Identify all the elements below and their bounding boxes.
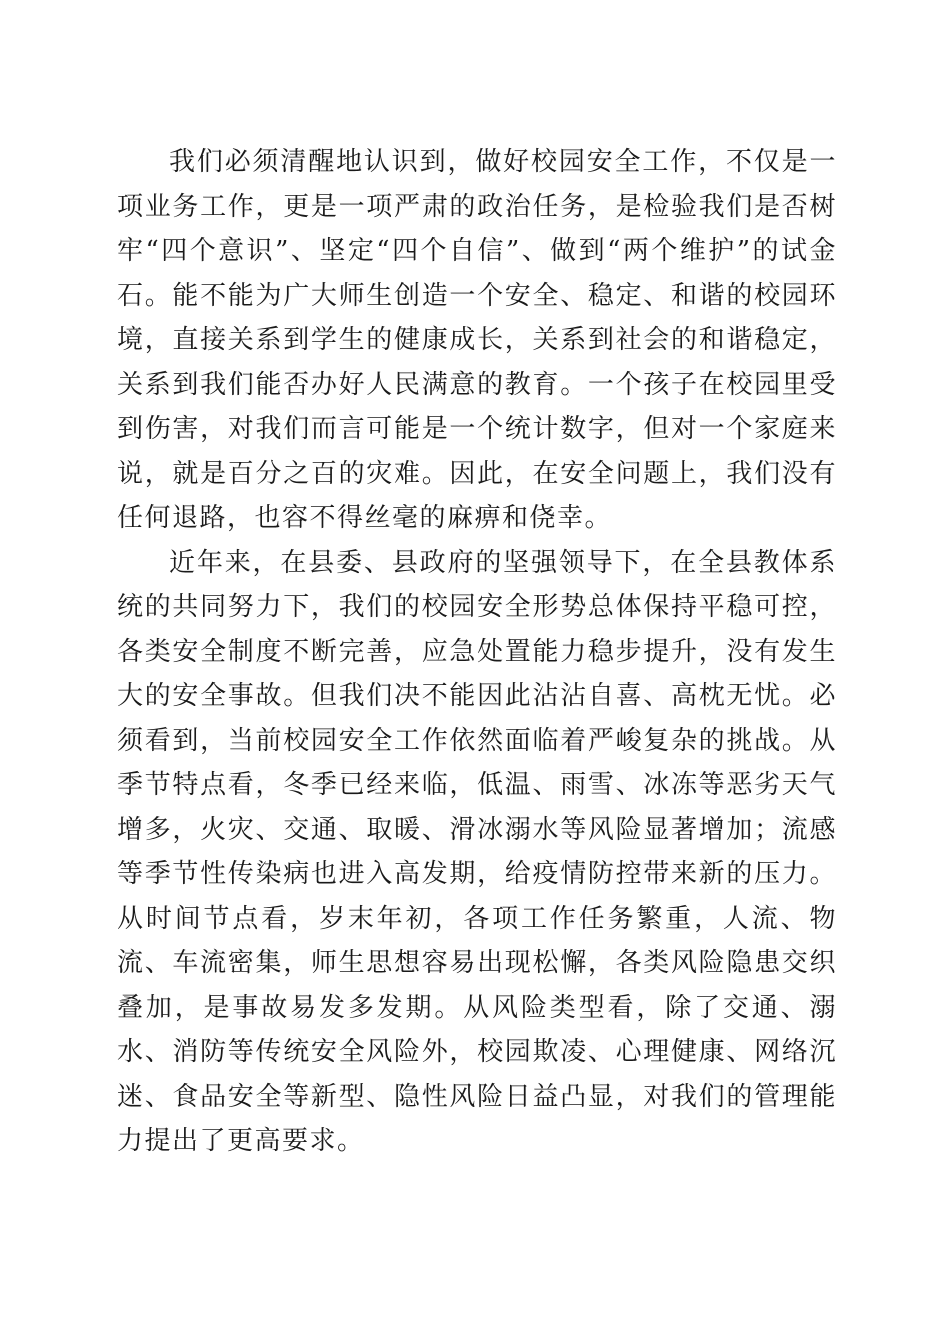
- paragraph-2: 近年来，在县委、县政府的坚强领导下，在全县教体系统的共同努力下，我们的校园安全形势总体保持平稳可控，各类安全制度不断完善，应急处置能力稳步提升，没有发生大的安全事故。但我们决不能因此沾沾自喜、高枕无忧。必须看到，当前校园安全工作依然面临着严峻复杂的挑战。从季节特点看，冬季已经来临，低温、雨雪、冰冻等恶劣天气增多，火灾、交通、取暖、滑冰溺水等风险显著增加；流感等季节性传染病也进入高发期，给疫情防控带来新的压力。从时间节点看，岁末年初，各项工作任务繁重，人流、物流、车流密集，师生思想容易出现松懈，各类风险隐患交织叠加，是事故易发多发期。从风险类型看，除了交通、溺水、消防等传统安全风险外，校园欺凌、心理健康、网络沉迷、食品安全等新型、隐性风险日益凸显，对我们的管理能力提出了更高要求。: [117, 547, 837, 1156]
- document-body: [117, 140, 837, 1164]
- paragraph-1: 我们必须清醒地认识到，做好校园安全工作，不仅是一项业务工作，更是一项严肃的政治任务，是检验我们是否树牢“四个意识”、坚定“四个自信”、做到“两个维护”的试金石。能不能为广大师生创造一个安全、稳定、和谐的校园环境，直接关系到学生的健康成长，关系到社会的和谐稳定，关系到我们能否办好人民满意的教育。一个孩子在校园里受到伤害，对我们而言可能是一个统计数字，但对一个家庭来说，就是百分之百的灾难。因此，在安全问题上，我们没有任何退路，也容不得丝毫的麻痹和侥幸。: [117, 147, 837, 533]
